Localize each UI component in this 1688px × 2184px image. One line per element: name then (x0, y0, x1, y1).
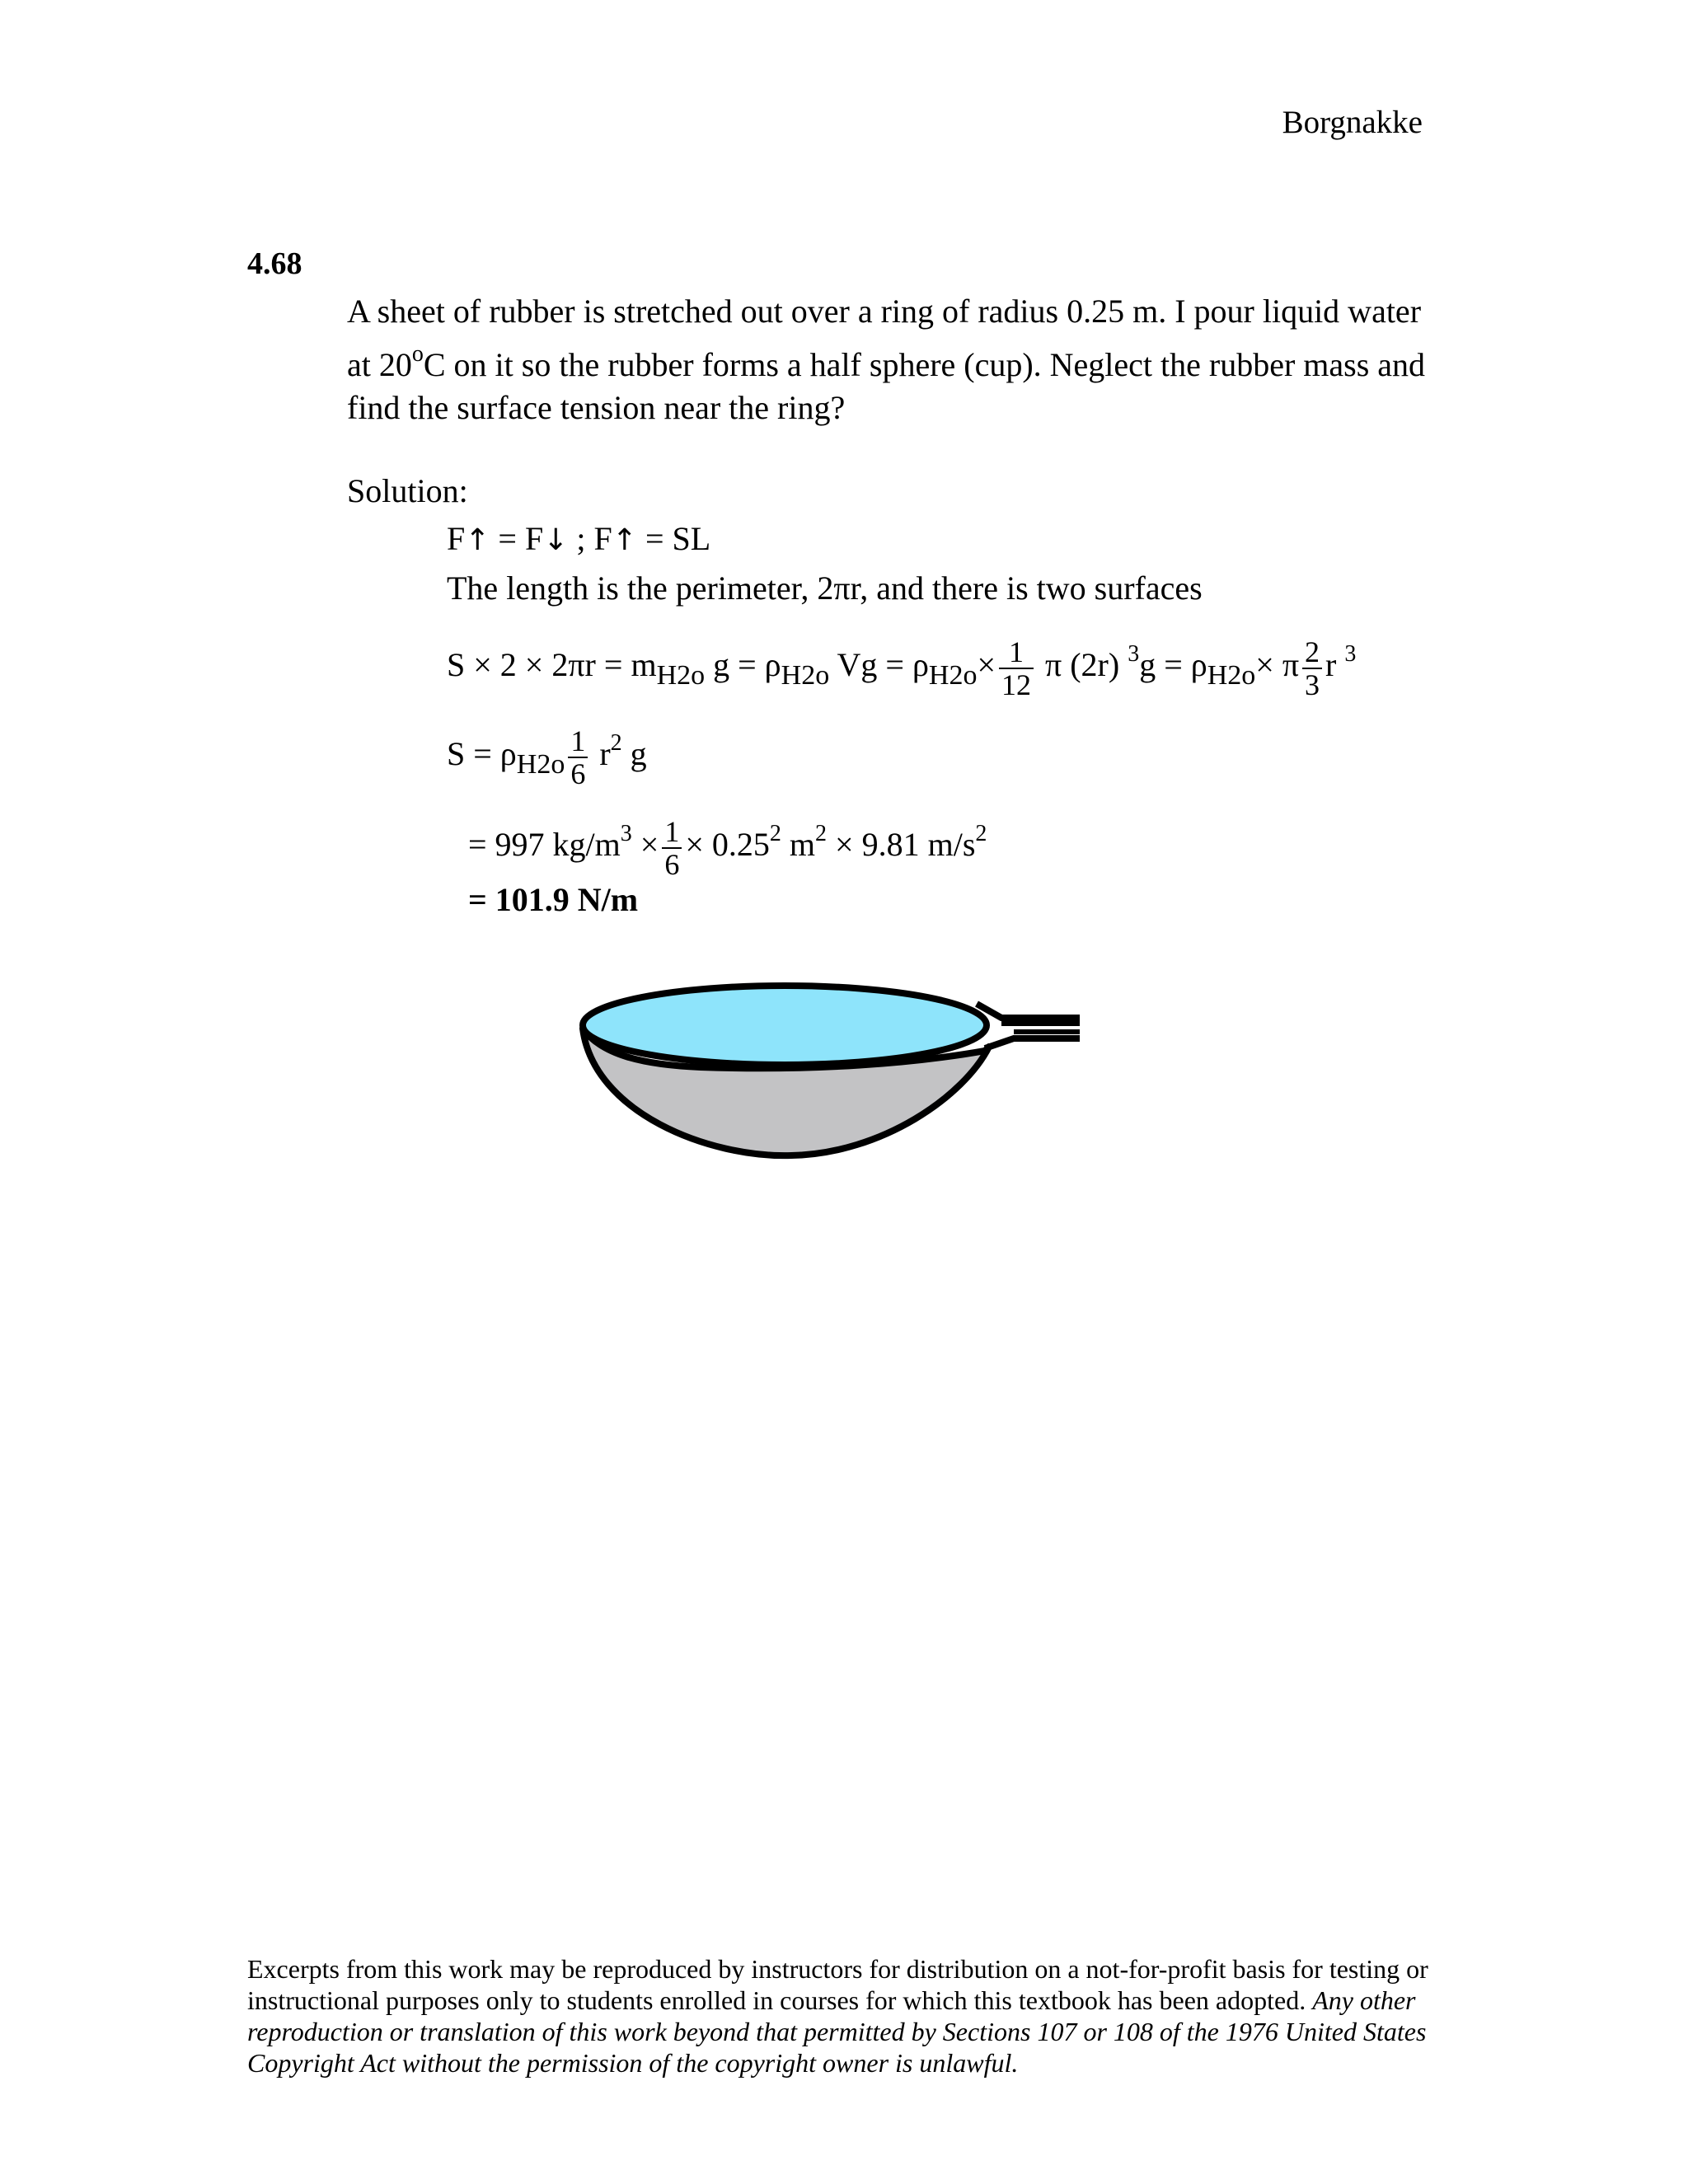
down-arrow-icon: ↓ (543, 523, 569, 557)
rubber-cup-illustration (569, 972, 1104, 1179)
fraction-one-twelfth: $\frac{1}{12}$ (999, 636, 1034, 701)
tension-weight-equation: $S \times 2 \times 2\pi r = m_{H2o}$ $g = \rho_{H2o}$ $Vg = \rho_{H2o}\times$ $\frac{1}{12}$ π (2r) $^3g = \rho_{H2o}\times \pi$ $\frac{2}{3}$ r $^3$ (447, 635, 1357, 701)
fraction-one-sixth: $\frac{1}{6}$ (568, 725, 588, 790)
problem-statement (347, 290, 1451, 429)
ring-handle-inner (1001, 1024, 1080, 1032)
problem-text-part2: C on it so the rubber forms a half sphere (cup). Neglect the rubber mass and find the surface tension near the ring? (347, 346, 1426, 426)
tension-formula: $S = \rho_{H2o}$ $\frac{1}{6}$ $r^2$ g (447, 724, 647, 790)
up-arrow-icon: ↑ (465, 523, 490, 557)
header-author: Borgnakke (1282, 105, 1423, 140)
up-arrow-icon: ↑ (612, 523, 637, 557)
problem-number: 4.68 (247, 246, 302, 281)
perimeter-note: The length is the perimeter, 2πr, and there is two surfaces (447, 569, 1203, 607)
rubber-cup-figure (569, 972, 1104, 1183)
solution-label: Solution: (347, 472, 468, 509)
footer-normal-text: Excerpts from this work may be reproduced by instructors for distribution on a not-for-profit basis for testing or instructional purposes only to students enrolled in courses for which this textbook has been adopted. (247, 1954, 1428, 2015)
force-balance-equation: F↑ = F↓ ; F↑ = SL (447, 520, 711, 557)
problem-text-part1: A sheet of rubber is stretched out over a ring of radius 0.25 m. I pour liquid water at 20 (347, 293, 1422, 383)
degree-superscript: o (411, 341, 424, 367)
footer-italic-text: Any other reproduction or translation of this work beyond that permitted by Sections 107 or 108 of the 1976 United States Copyright Act without the permission of the copyright owner is unlawful. (247, 1985, 1427, 2078)
result: = 101.9 N/m (468, 881, 639, 918)
water-surface (583, 986, 987, 1065)
fraction-two-thirds: $\frac{2}{3}$ (1302, 636, 1322, 701)
numeric-substitution: = 997 $kg/m^3$ × $\frac{1}{6}$ × $0.25^2$ $m^2 \times 9.81$ $m/s^2$ (468, 815, 987, 881)
fraction-one-sixth: $\frac{1}{6}$ (662, 816, 682, 880)
copyright-footer (247, 1953, 1451, 2079)
